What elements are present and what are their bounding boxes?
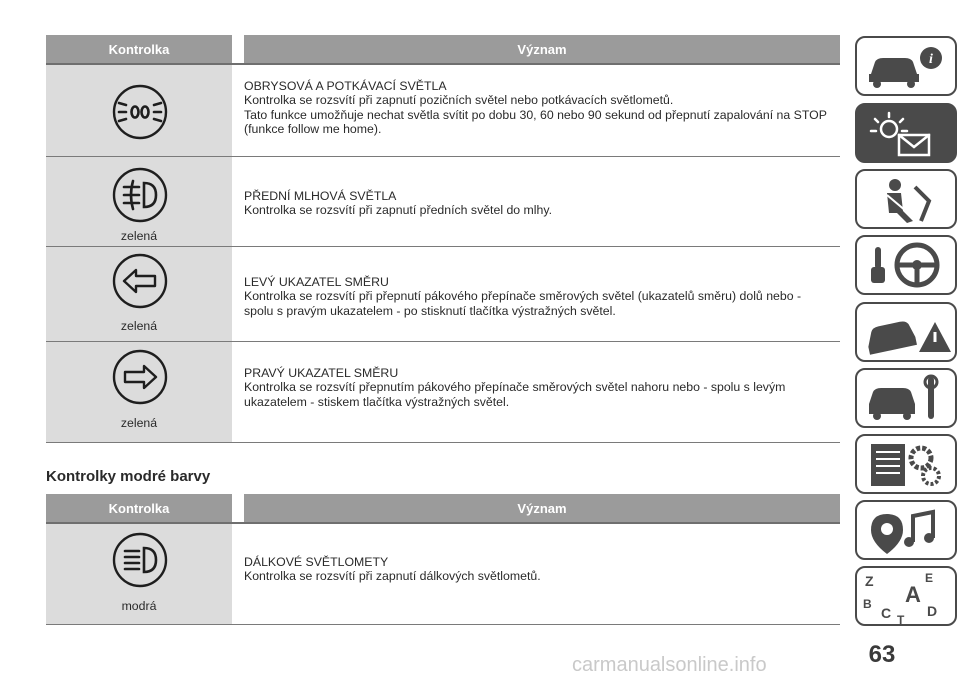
row-text: Tato funkce umožňuje nechat světla svítit po dobu 30, 60 nebo 90 sekund od přepnutí zapalování na STOP [244, 107, 827, 122]
table-header [46, 494, 840, 524]
car-info-icon [857, 38, 955, 94]
row-title: DÁLKOVÉ SVĚTLOMETY [244, 555, 389, 569]
index-letter: B [863, 597, 872, 611]
tab-maintenance[interactable] [855, 368, 957, 428]
index-letter: D [927, 603, 938, 619]
steering-key-icon [857, 237, 955, 293]
row-text: ukazatelem - stiskem tlačítka výstražných světel. [244, 394, 510, 409]
chapter-sidebar [851, 0, 960, 678]
index-letter: C [881, 605, 892, 621]
tab-car-info[interactable] [855, 36, 957, 96]
row-text: Kontrolka se rozsvítí při zapnutí pozičních světel nebo potkávacích světlometů. [244, 93, 674, 108]
table-header [46, 35, 840, 65]
table-row [46, 342, 840, 443]
front-fog-light-icon [112, 167, 168, 223]
tab-steering[interactable] [855, 235, 957, 295]
color-label: zelená [120, 319, 158, 333]
row-text: Kontrolka se rozsvítí při zapnutí předních světel do mlhy. [244, 203, 553, 218]
blue-lights-table [46, 494, 840, 625]
table-row [46, 157, 840, 247]
row-title: LEVÝ UKAZATEL SMĚRU [244, 275, 389, 289]
safety-seatbelt-icon [857, 171, 955, 227]
svg-text:i: i [929, 52, 933, 67]
row-text: Kontrolka se rozsvítí při přepnutí pákového přepínače směrových světel (ukazatelů směru) dolů nebo - [244, 289, 802, 304]
emergency-breakdown-icon [857, 304, 955, 360]
color-label: modrá [121, 599, 157, 613]
row-title: OBRYSOVÁ A POTKÁVACÍ SVĚTLA [244, 79, 447, 93]
row-text: (funkce follow me home). [244, 121, 382, 136]
tab-multimedia[interactable] [855, 500, 957, 560]
row-text: spolu s pravým ukazatelem - po stisknutí tlačítka výstražných světel. [244, 303, 616, 318]
tab-technical-data[interactable] [855, 434, 957, 494]
car-maintenance-icon [857, 370, 955, 426]
tab-index[interactable] [855, 566, 957, 626]
technical-data-icon [857, 436, 955, 492]
row-title: PRAVÝ UKAZATEL SMĚRU [244, 366, 399, 380]
color-label: zelená [120, 229, 158, 243]
tab-safety[interactable] [855, 169, 957, 229]
green-lights-table [46, 35, 840, 443]
alphabetical-index-icon [857, 568, 955, 624]
index-letter: A [905, 582, 921, 607]
header-kontrolka: Kontrolka [108, 41, 170, 57]
table-row [46, 65, 840, 157]
row-text: Kontrolka se rozsvítí při zapnutí dálkových světlometů. [244, 569, 541, 584]
table-row [46, 524, 840, 625]
header-kontrolka: Kontrolka [108, 500, 170, 516]
index-letter: Z [865, 573, 874, 589]
color-label: zelená [120, 416, 158, 430]
table-row [46, 247, 840, 342]
index-letter: T [897, 613, 905, 624]
high-beam-icon [112, 532, 168, 588]
tab-dashboard-lights[interactable] [855, 103, 957, 163]
footer-watermark: carmanualsonline.info [572, 654, 767, 676]
multimedia-icon [857, 502, 955, 558]
header-vyznam: Význam [517, 500, 567, 516]
header-vyznam: Význam [517, 41, 567, 57]
left-turn-arrow-icon [112, 253, 168, 309]
dashboard-lights-icon [857, 105, 955, 161]
row-title: PŘEDNÍ MLHOVÁ SVĚTLA [244, 189, 397, 203]
position-low-beam-icon [112, 84, 168, 140]
section-title: Kontrolky modré barvy [46, 468, 211, 485]
row-text: Kontrolka se rozsvítí přepnutím pákového přepínače směrových světel nahoru nebo - spolu s levým [244, 380, 786, 395]
tab-emergency[interactable] [855, 302, 957, 362]
index-letter: E [925, 571, 934, 585]
right-turn-arrow-icon [112, 349, 168, 405]
page-number: 63 [868, 641, 896, 668]
